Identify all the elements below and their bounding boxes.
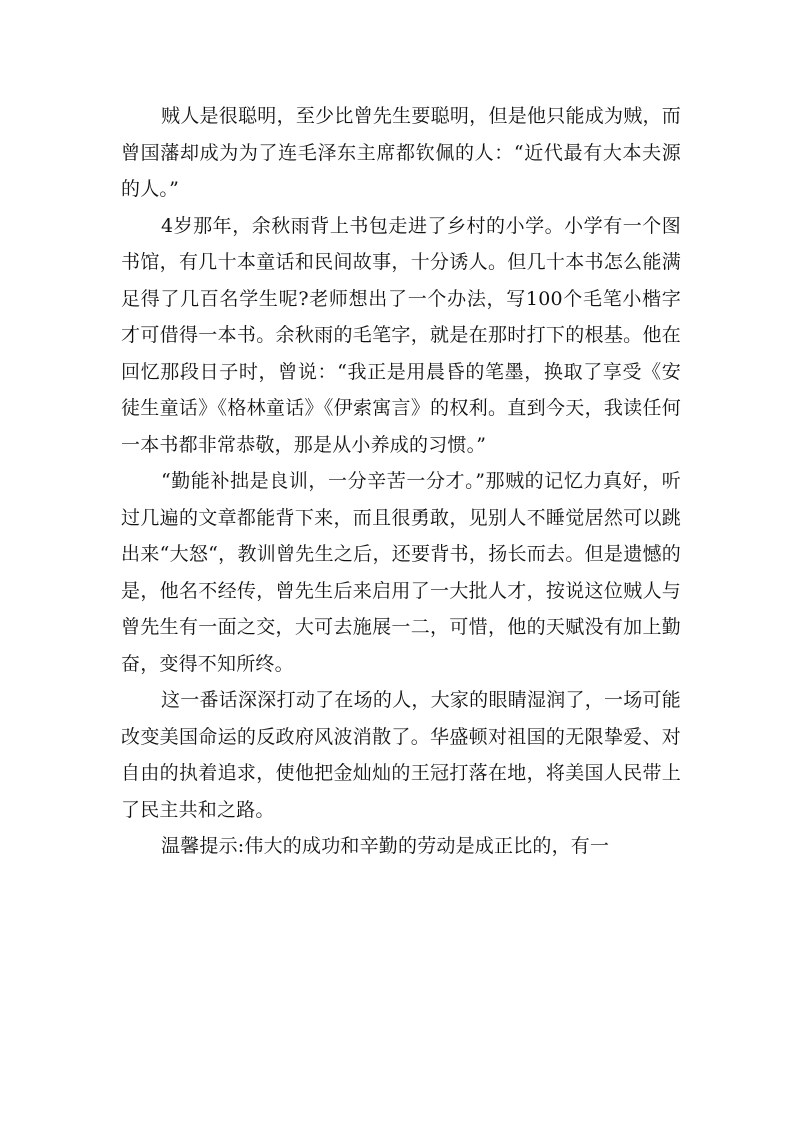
- paragraph-yu-qiuyu-library: 4岁那年，余秋雨背上书包走进了乡村的小学。小学有一个图书馆，有几十本童话和民间故事，十分诱人。但几十本书怎么能满足得了几百名学生呢?老师想出了一个办法，写100个毛笔小楷字才可借得一本书。余秋雨的毛笔字，就是在那时打下的根基。他在回忆那段日子时，曾说：“我正是用晨昏的笔墨，换取了享受《安徒生童话》《格林童话》《伊索寓言》的权利。直到今天，我读任何一本书都非常恭敬，那是从小养成的习惯。”: [121, 214, 681, 456]
- paragraph-warm-tip: 温馨提示:伟大的成功和辛勤的劳动是成正比的，有一: [161, 835, 610, 857]
- paragraph-diligence-motto: “勤能补拙是良训，一分辛苦一分才。”那贼的记忆力真好，听过几遍的文章都能背下来，而且很勇敢，见别人不睡觉居然可以跳出来“大怒“，教训曾先生之后，还要背书，扬长而去。但是遗憾的是，他名不经传，曾先生后来启用了一大批人才，按说这位贼人与曾先生有一面之交，大可去施展一二，可惜，他的天赋没有加上勤奋，变得不知所终。: [121, 470, 681, 675]
- document-body: [121, 98, 681, 865]
- paragraph-washington: 这一番话深深打动了在场的人，大家的眼睛湿润了，一场可能改变美国命运的反政府风波消散了。华盛顿对祖国的无限挚爱、对自由的执着追求，使他把金灿灿的王冠打落在地，将美国人民带上了民主共和之路。: [121, 689, 681, 821]
- paragraph-thief-and-zeng: 贼人是很聪明，至少比曾先生要聪明，但是他只能成为贼，而曾国藩却成为为了连毛泽东主席都钦佩的人：“近代最有大本夫源的人。”: [121, 105, 681, 200]
